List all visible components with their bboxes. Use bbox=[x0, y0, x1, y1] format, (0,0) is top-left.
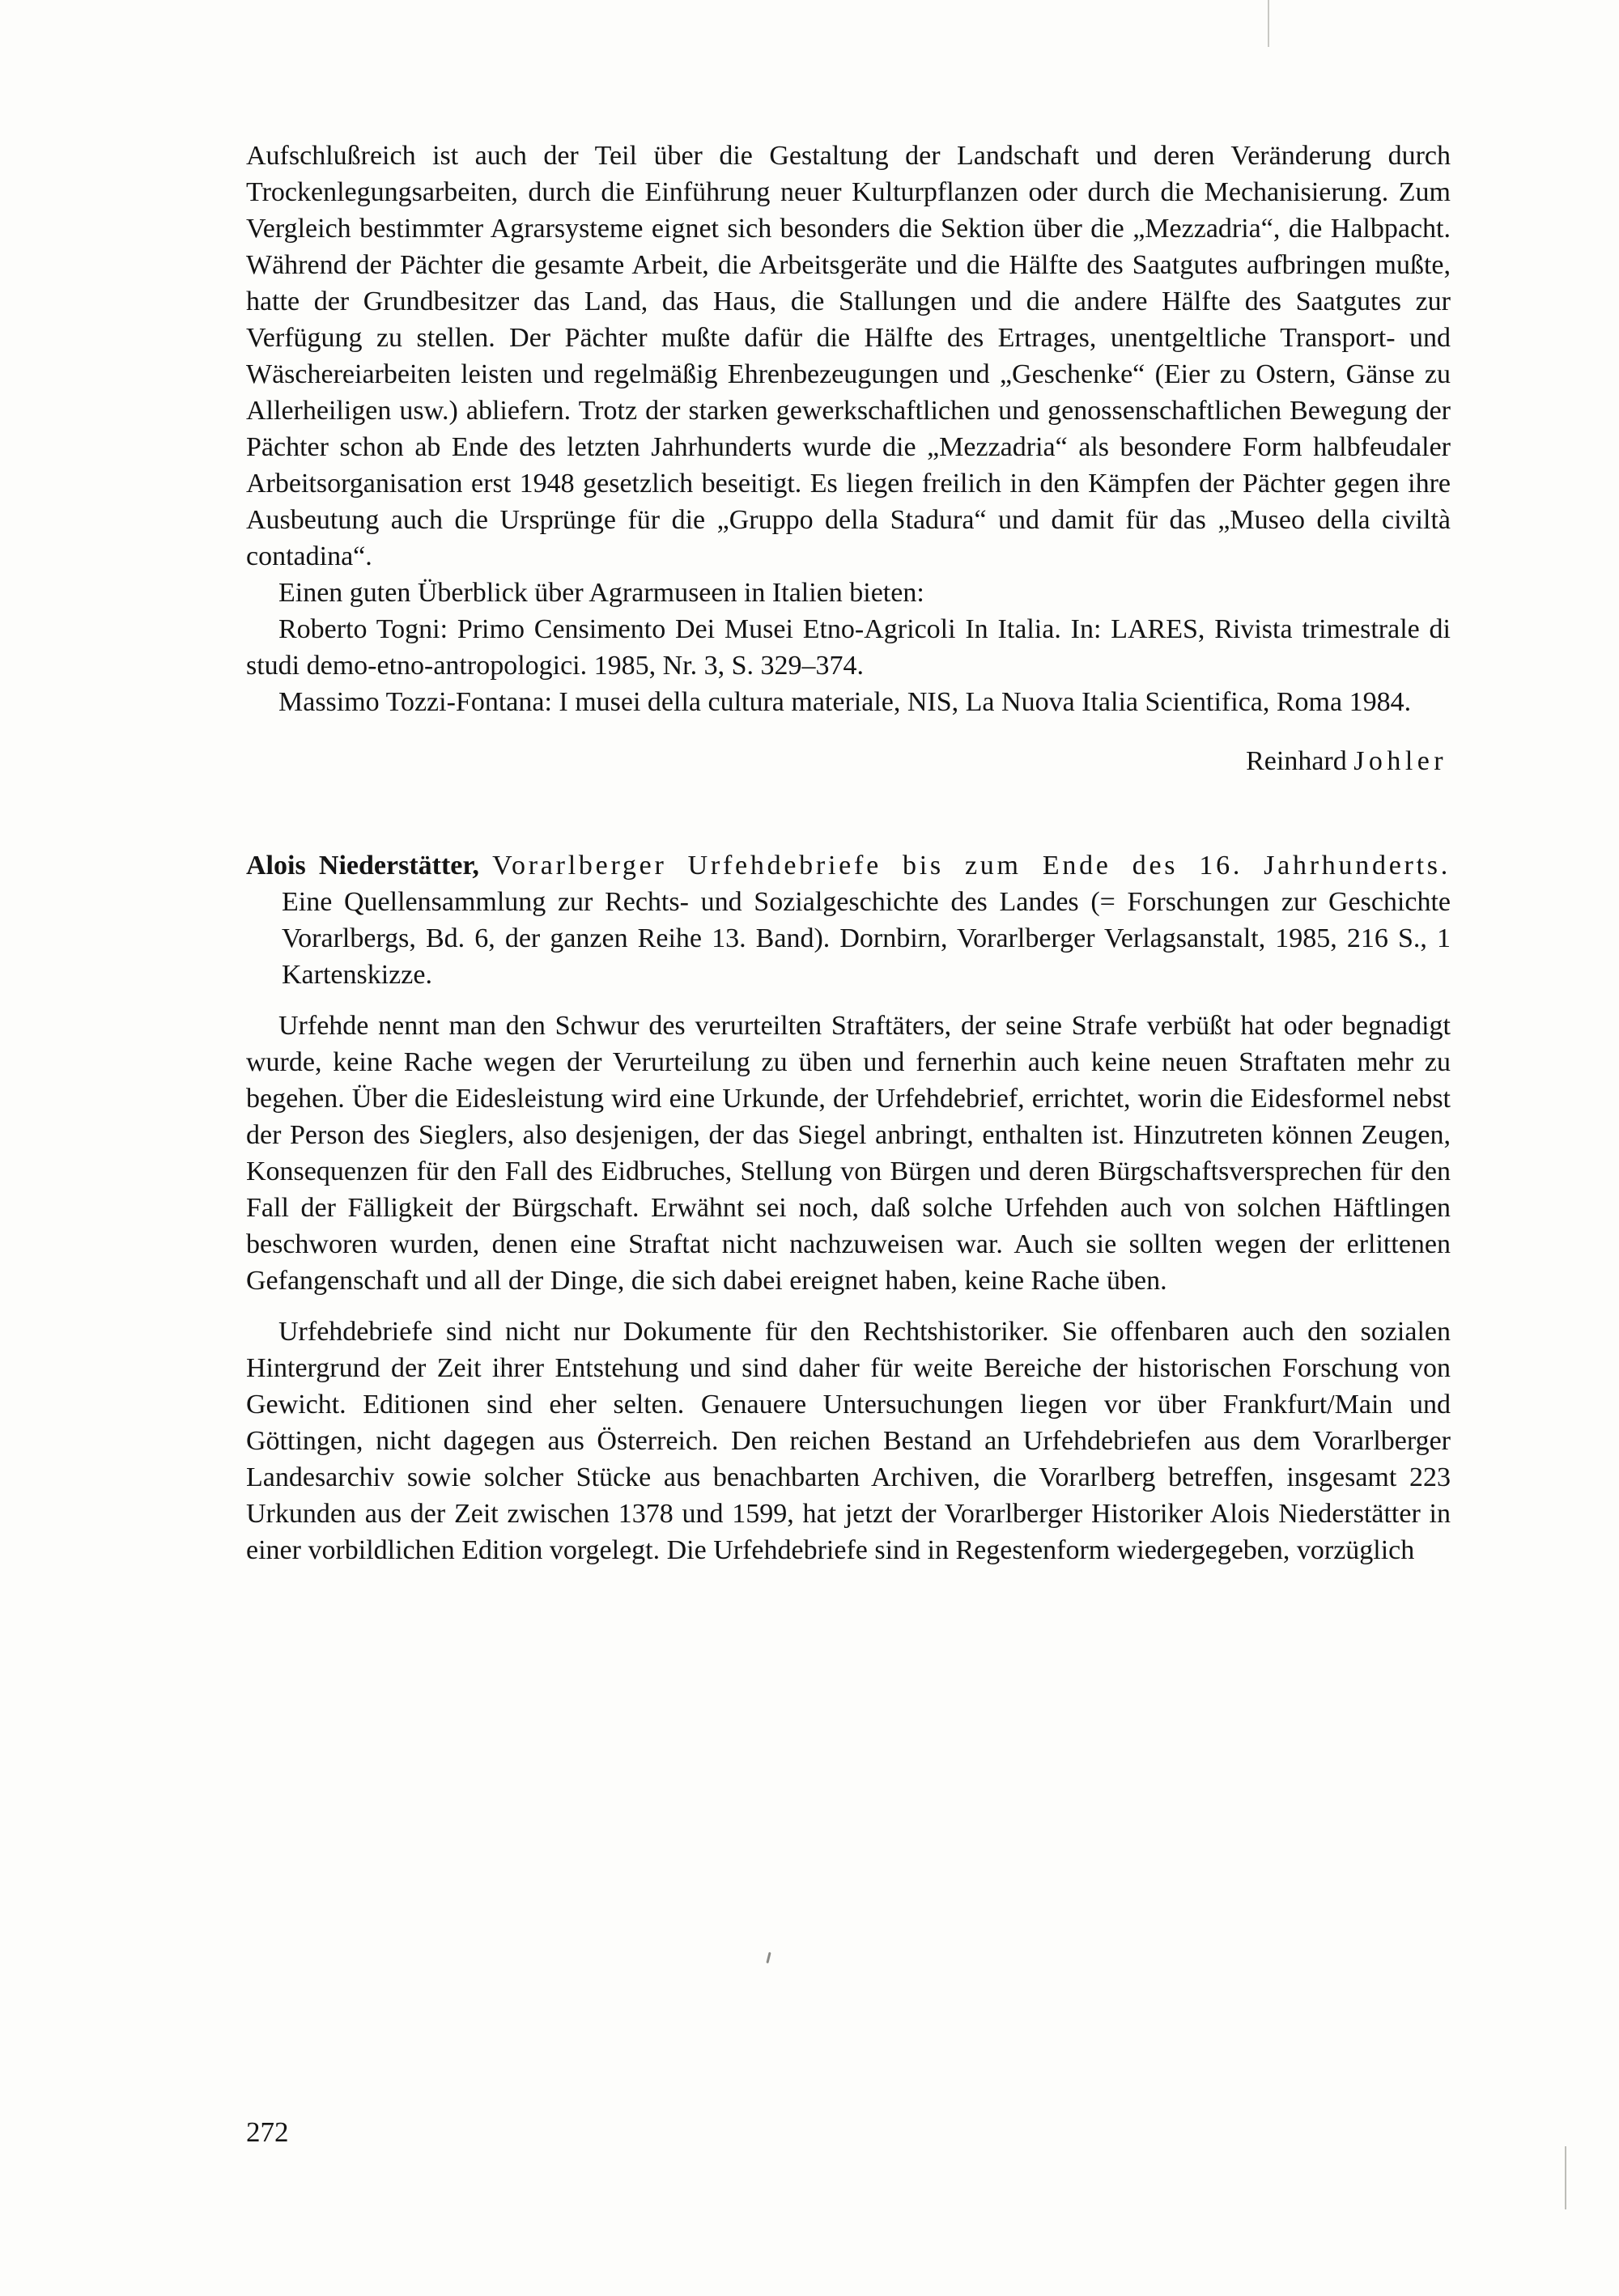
review2-heading bbox=[246, 847, 1451, 993]
scan-artifact-speck bbox=[766, 1952, 771, 1963]
signature-surname: Johler bbox=[1353, 746, 1447, 776]
signature-first-name: Reinhard bbox=[1246, 746, 1347, 776]
scan-artifact-top-line bbox=[1268, 0, 1269, 47]
page-number: 272 bbox=[246, 2116, 289, 2148]
review2-title: Vorarlberger Urfehdebriefe bis zum Ende des 16. Jahrhunderts. bbox=[492, 851, 1451, 881]
bibliography-intro: Einen guten Überblick über Agrarmuseen in Italien bieten: bbox=[278, 578, 924, 608]
review2-bibliographic-info: Eine Quellensammlung zur Rechts- und Sozialgeschichte des Landes (= Forschungen zur Geschichte Vorarlbergs, Bd. 6, der ganzen Reihe 13. Band). Dornbirn, Vorarlberger Verlagsanstalt, 1985, 216 S., 1 Kartenskizze. bbox=[282, 887, 1451, 990]
text-block bbox=[246, 138, 1451, 1568]
review1-signature bbox=[246, 743, 1451, 779]
bibliography-entry-togni: Roberto Togni: Primo Censimento Dei Musei Etno-Agricoli In Italia. In: LARES, Rivista trimestrale di studi demo-etno-antropologici. 1985, Nr. 3, S. 329–374. bbox=[246, 614, 1451, 681]
review2-author: Alois Niederstätter, bbox=[246, 851, 479, 881]
review2-section bbox=[246, 847, 1451, 1568]
review2-paragraph-2: Urfehdebriefe sind nicht nur Dokumente für den Rechtshistoriker. Sie offenbaren auch den sozialen Hintergrund der Zeit ihrer Entstehung und sind daher für weite Bereiche der historischen Forschung von Gewicht. Editionen sind eher selten. Genauere Untersuchungen liegen vor über Frankfurt/Main und Göttingen, nicht dagegen aus Österreich. Den reichen Bestand an Urfehdebriefen aus dem Vorarlberger Landesarchiv sowie solcher Stücke aus benachbarten Archiven, die Vorarlberg betreffen, insgesamt 223 Urkunden aus der Zeit zwischen 1378 und 1599, hat jetzt der Vorarlberger Historiker Alois Niederstätter in einer vorbildlichen Edition vorgelegt. Die Urfehdebriefe sind in Regestenform wiedergegeben, vorzüglich bbox=[246, 1317, 1451, 1565]
review1-continuation-paragraph: Aufschlußreich ist auch der Teil über die Gestaltung der Landschaft und deren Veränderung durch Trockenlegungsarbeiten, durch die Einführung neuer Kulturpflanzen oder durch die Mechanisierung. Zum Vergleich bestimmter Agrarsysteme eignet sich besonders die Sektion über die „Mezzadria“, die Halbpacht. Während der Pächter die gesamte Arbeit, die Arbeitsgeräte und die Hälfte des Saatgutes aufbringen mußte, hatte der Grundbesitzer das Land, das Haus, die Stallungen und die andere Hälfte des Saatgutes zur Verfügung zu stellen. Der Pächter mußte dafür die Hälfte des Ertrages, unentgeltliche Transport- und Wäschereiarbeiten leisten und regelmäßig Ehrenbezeugungen und „Geschenke“ (Eier zu Ostern, Gänse zu Allerheiligen usw.) abliefern. Trotz der starken gewerkschaftlichen und genossenschaftlichen Bewegung der Pächter schon ab Ende des letzten Jahrhunderts wurde die „Mezzadria“ als besondere Form halbfeudaler Arbeitsorganisation erst 1948 gesetzlich beseitigt. Es liegen freilich in den Kämpfen der Pächter gegen ihre Ausbeutung auch die Ursprünge für die „Gruppo della Stadura“ und damit für das „Museo della civiltà contadina“. bbox=[246, 141, 1451, 571]
review2-paragraph-1: Urfehde nennt man den Schwur des verurteilten Straftäters, der seine Strafe verbüßt hat oder begnadigt wurde, keine Rache wegen der Verurteilung zu üben und fernerhin auch keine neuen Straftaten mehr zu begehen. Über die Eidesleistung wird eine Urkunde, der Urfehdebrief, errichtet, worin die Eidesformel nebst der Person des Sieglers, also desjenigen, der das Siegel anbringt, enthalten ist. Hinzutreten können Zeugen, Konsequenzen für den Fall des Eidbruches, Stellung von Bürgen und deren Bürgschaftsversprechen für den Fall der Fälligkeit der Bürgschaft. Erwähnt sei noch, daß solche Urfehden auch von solchen Häftlingen beschworen wurden, denen eine Straftat nicht nachzuweisen war. Auch sie sollten wegen der erlittenen Gefangenschaft und all der Dinge, die sich dabei ereignet haben, keine Rache üben. bbox=[246, 1011, 1451, 1296]
scan-artifact-right-line bbox=[1565, 2146, 1566, 2209]
bibliography-entry-tozzi: Massimo Tozzi-Fontana: I musei della cultura materiale, NIS, La Nuova Italia Scientifica, Roma 1984. bbox=[278, 687, 1412, 717]
